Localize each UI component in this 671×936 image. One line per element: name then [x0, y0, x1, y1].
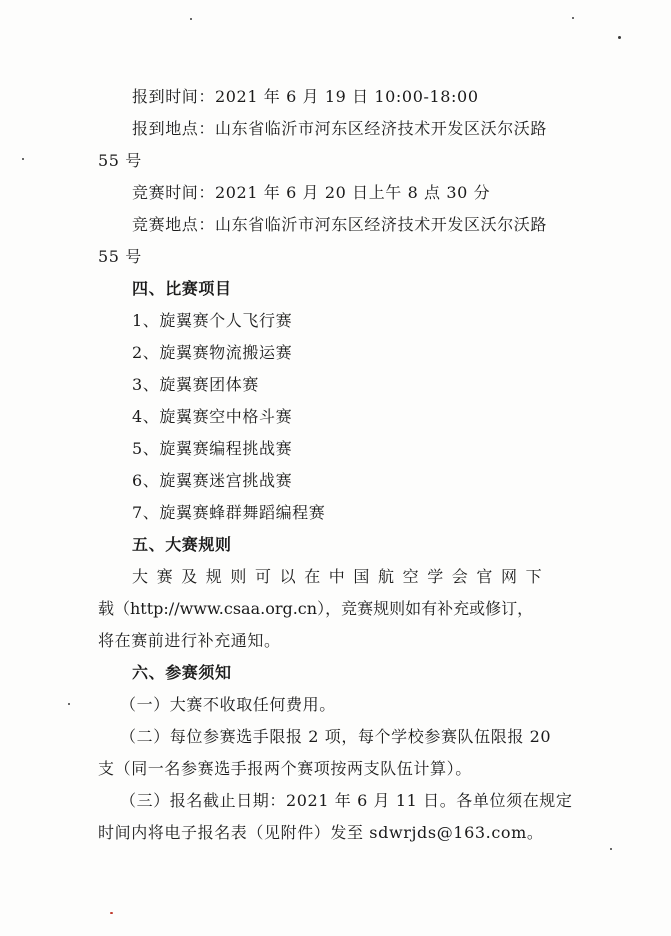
rules-paragraph: 大赛及规则可以在中国航空学会官网下	[132, 567, 551, 586]
check-in-time: 报到时间：2021 年 6 月 19 日 10:00-18:00	[132, 87, 479, 106]
rules-paragraph-cont: 将在赛前进行补充通知。	[98, 631, 281, 650]
scan-speck	[68, 703, 70, 705]
notice-item-cont: 支（同一名参赛选手报两个赛项按两支队伍计算）。	[98, 759, 472, 778]
section-heading-events: 四、比赛项目	[132, 279, 232, 298]
event-item: 1、旋翼赛个人飞行赛	[132, 311, 293, 330]
competition-time: 竞赛时间：2021 年 6 月 20 日上午 8 点 30 分	[132, 183, 491, 202]
scan-speck	[610, 848, 612, 850]
event-item: 7、旋翼赛蜂群舞蹈编程赛	[132, 503, 326, 522]
event-item: 2、旋翼赛物流搬运赛	[132, 343, 293, 362]
check-in-location: 报到地点：山东省临沂市河东区经济技术开发区沃尔沃路	[132, 119, 548, 138]
section-heading-rules: 五、大赛规则	[132, 535, 232, 554]
event-item: 5、旋翼赛编程挑战赛	[132, 439, 293, 458]
notice-item-cont: 时间内将电子报名表（见附件）发至 sdwrjds@163.com。	[98, 823, 544, 842]
section-heading-notice: 六、参赛须知	[132, 663, 232, 682]
competition-location-cont: 55 号	[98, 247, 142, 266]
scan-speck	[572, 17, 574, 19]
scan-speck	[110, 912, 113, 914]
event-item: 6、旋翼赛迷宫挑战赛	[132, 471, 293, 490]
scan-speck	[190, 18, 192, 20]
event-item: 3、旋翼赛团体赛	[132, 375, 259, 394]
scan-speck	[618, 36, 621, 39]
check-in-location-cont: 55 号	[98, 151, 142, 170]
competition-location: 竞赛地点：山东省临沂市河东区经济技术开发区沃尔沃路	[132, 215, 548, 234]
notice-item: （二）每位参赛选手限报 2 项，每个学校参赛队伍限报 20	[120, 727, 552, 746]
event-item: 4、旋翼赛空中格斗赛	[132, 407, 293, 426]
scan-speck	[22, 158, 24, 160]
notice-item: （一）大赛不收取任何费用。	[120, 695, 336, 714]
rules-paragraph-cont: 载（http://www.csaa.org.cn），竞赛规则如有补充或修订，	[98, 599, 534, 618]
notice-item: （三）报名截止日期：2021 年 6 月 11 日。各单位须在规定	[120, 791, 573, 810]
